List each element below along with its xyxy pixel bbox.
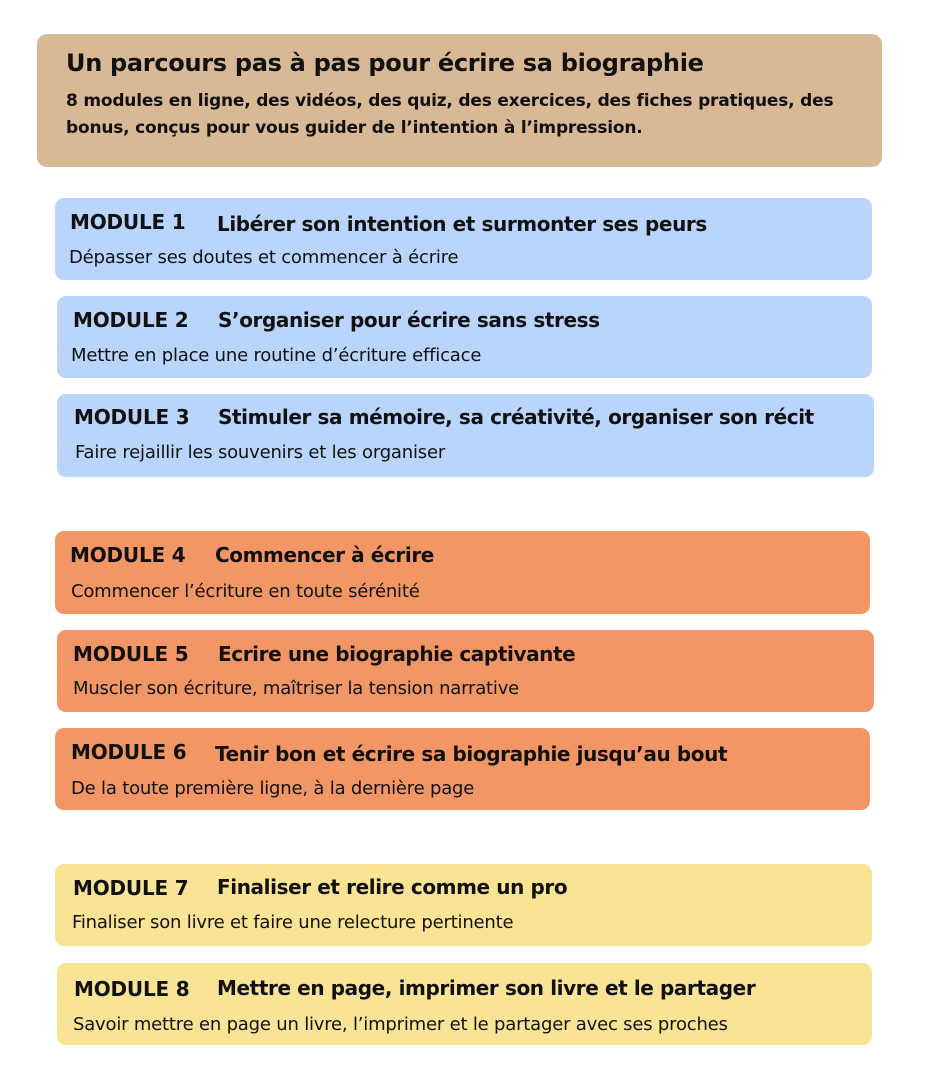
module-title: Ecrire une biographie captivante	[218, 642, 576, 666]
module-description: Muscler son écriture, maîtriser la tension narrative	[73, 678, 520, 699]
module-number: MODULE 7	[73, 876, 189, 900]
module-card-1	[55, 198, 872, 280]
module-description: Finaliser son livre et faire une relecture pertinente	[72, 912, 514, 933]
module-description: Commencer l’écriture en toute sérénité	[71, 581, 420, 602]
module-title: Tenir bon et écrire sa biographie jusqu’au bout	[215, 742, 728, 766]
module-number: MODULE 1	[70, 210, 186, 234]
module-description: De la toute première ligne, à la dernière page	[71, 778, 475, 799]
course-header	[37, 34, 882, 167]
module-title: Commencer à écrire	[215, 543, 434, 567]
module-number: MODULE 2	[73, 308, 189, 332]
module-title: Libérer son intention et surmonter ses peurs	[217, 212, 707, 236]
module-card-4	[55, 531, 870, 614]
module-title: Mettre en page, imprimer son livre et le partager	[217, 976, 756, 1000]
module-card-2	[57, 296, 872, 378]
module-card-3	[57, 394, 874, 477]
module-card-5	[57, 630, 874, 712]
module-card-8	[57, 963, 872, 1045]
course-title: Un parcours pas à pas pour écrire sa biographie	[66, 49, 704, 77]
module-card-6	[55, 728, 870, 810]
module-title: S’organiser pour écrire sans stress	[218, 308, 600, 332]
module-description: Mettre en place une routine d’écriture efficace	[71, 345, 482, 366]
module-number: MODULE 6	[71, 740, 187, 764]
module-number: MODULE 5	[73, 642, 189, 666]
module-description: Faire rejaillir les souvenirs et les organiser	[75, 442, 446, 463]
module-title: Stimuler sa mémoire, sa créativité, organiser son récit	[218, 405, 814, 429]
module-number: MODULE 3	[74, 405, 190, 429]
module-number: MODULE 8	[74, 977, 190, 1001]
course-subtitle: 8 modules en ligne, des vidéos, des quiz, des exercices, des fiches pratiques, des bonus, conçus pour vous guider de l’intention à l’impression.	[66, 91, 834, 138]
module-card-7	[55, 864, 872, 946]
module-description: Dépasser ses doutes et commencer à écrire	[69, 247, 459, 268]
module-number: MODULE 4	[70, 543, 186, 567]
module-description: Savoir mettre en page un livre, l’imprimer et le partager avec ses proches	[73, 1014, 728, 1035]
module-title: Finaliser et relire comme un pro	[217, 875, 568, 899]
